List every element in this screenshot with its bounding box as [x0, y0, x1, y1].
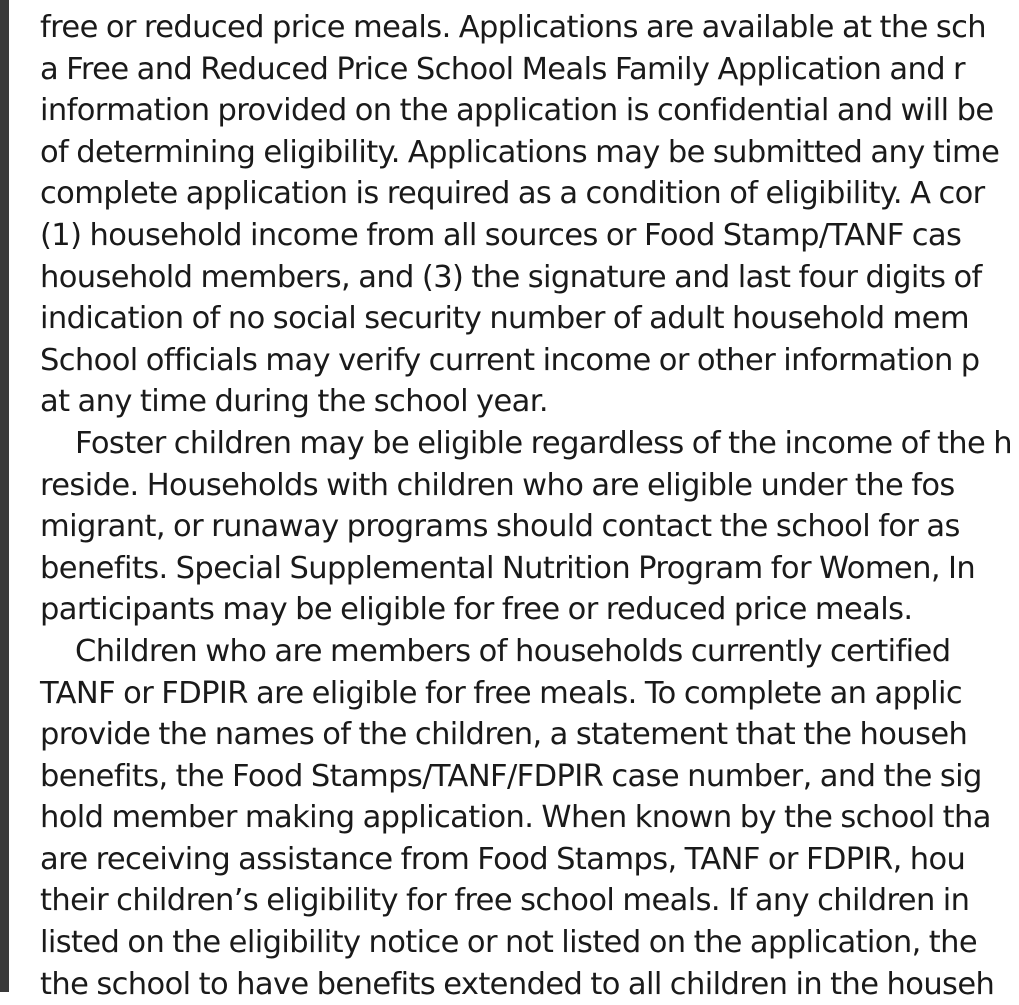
text-line: reside. Households with children who are eligible under the fos: [40, 467, 955, 503]
text-line: migrant, or runaway programs should contact the school for as: [40, 509, 960, 545]
text-line: complete application is required as a condition of eligibility. A cor: [40, 176, 985, 212]
text-line: School officials may verify current income or other information p: [40, 342, 980, 378]
text-line: household members, and (3) the signature and last four digits of: [40, 259, 982, 295]
text-line: free or reduced price meals. Applications are available at the sch: [40, 10, 987, 45]
text-line: benefits. Special Supplemental Nutrition Program for Women, In: [40, 550, 976, 586]
text-line: TANF or FDPIR are eligible for free meals. To complete an applic: [40, 675, 963, 711]
text-line: the school to have benefits extended to all children in the househ: [40, 966, 995, 1002]
text-line: a Free and Reduced Price School Meals Family Application and r: [40, 51, 965, 87]
text-line: (1) household income from all sources or Food Stamp/TANF cas: [40, 217, 962, 253]
text-line: benefits, the Food Stamps/TANF/FDPIR case number, and the sig: [40, 758, 982, 794]
text-line: are receiving assistance from Food Stamps, TANF or FDPIR, hou: [40, 841, 966, 877]
paragraph-start-line: Foster children may be eligible regardless of the income of the h: [75, 425, 1013, 461]
text-line: listed on the eligibility notice or not listed on the application, the: [40, 925, 978, 961]
document-body: [40, 7, 1019, 1005]
text-line: their children’s eligibility for free school meals. If any children in: [40, 883, 970, 919]
left-border-bar: [0, 0, 9, 992]
text-line: participants may be eligible for free or reduced price meals.: [40, 592, 913, 628]
text-line: of determining eligibility. Applications may be submitted any time: [40, 134, 1000, 170]
text-line: indication of no social security number of adult household mem: [40, 301, 969, 337]
paragraph-start-line: Children who are members of households currently certified: [75, 633, 951, 669]
text-line: information provided on the application is confidential and will be: [40, 93, 994, 129]
text-line: hold member making application. When known by the school tha: [40, 800, 991, 836]
text-line: at any time during the school year.: [40, 384, 548, 420]
text-line: provide the names of the children, a statement that the househ: [40, 717, 968, 753]
